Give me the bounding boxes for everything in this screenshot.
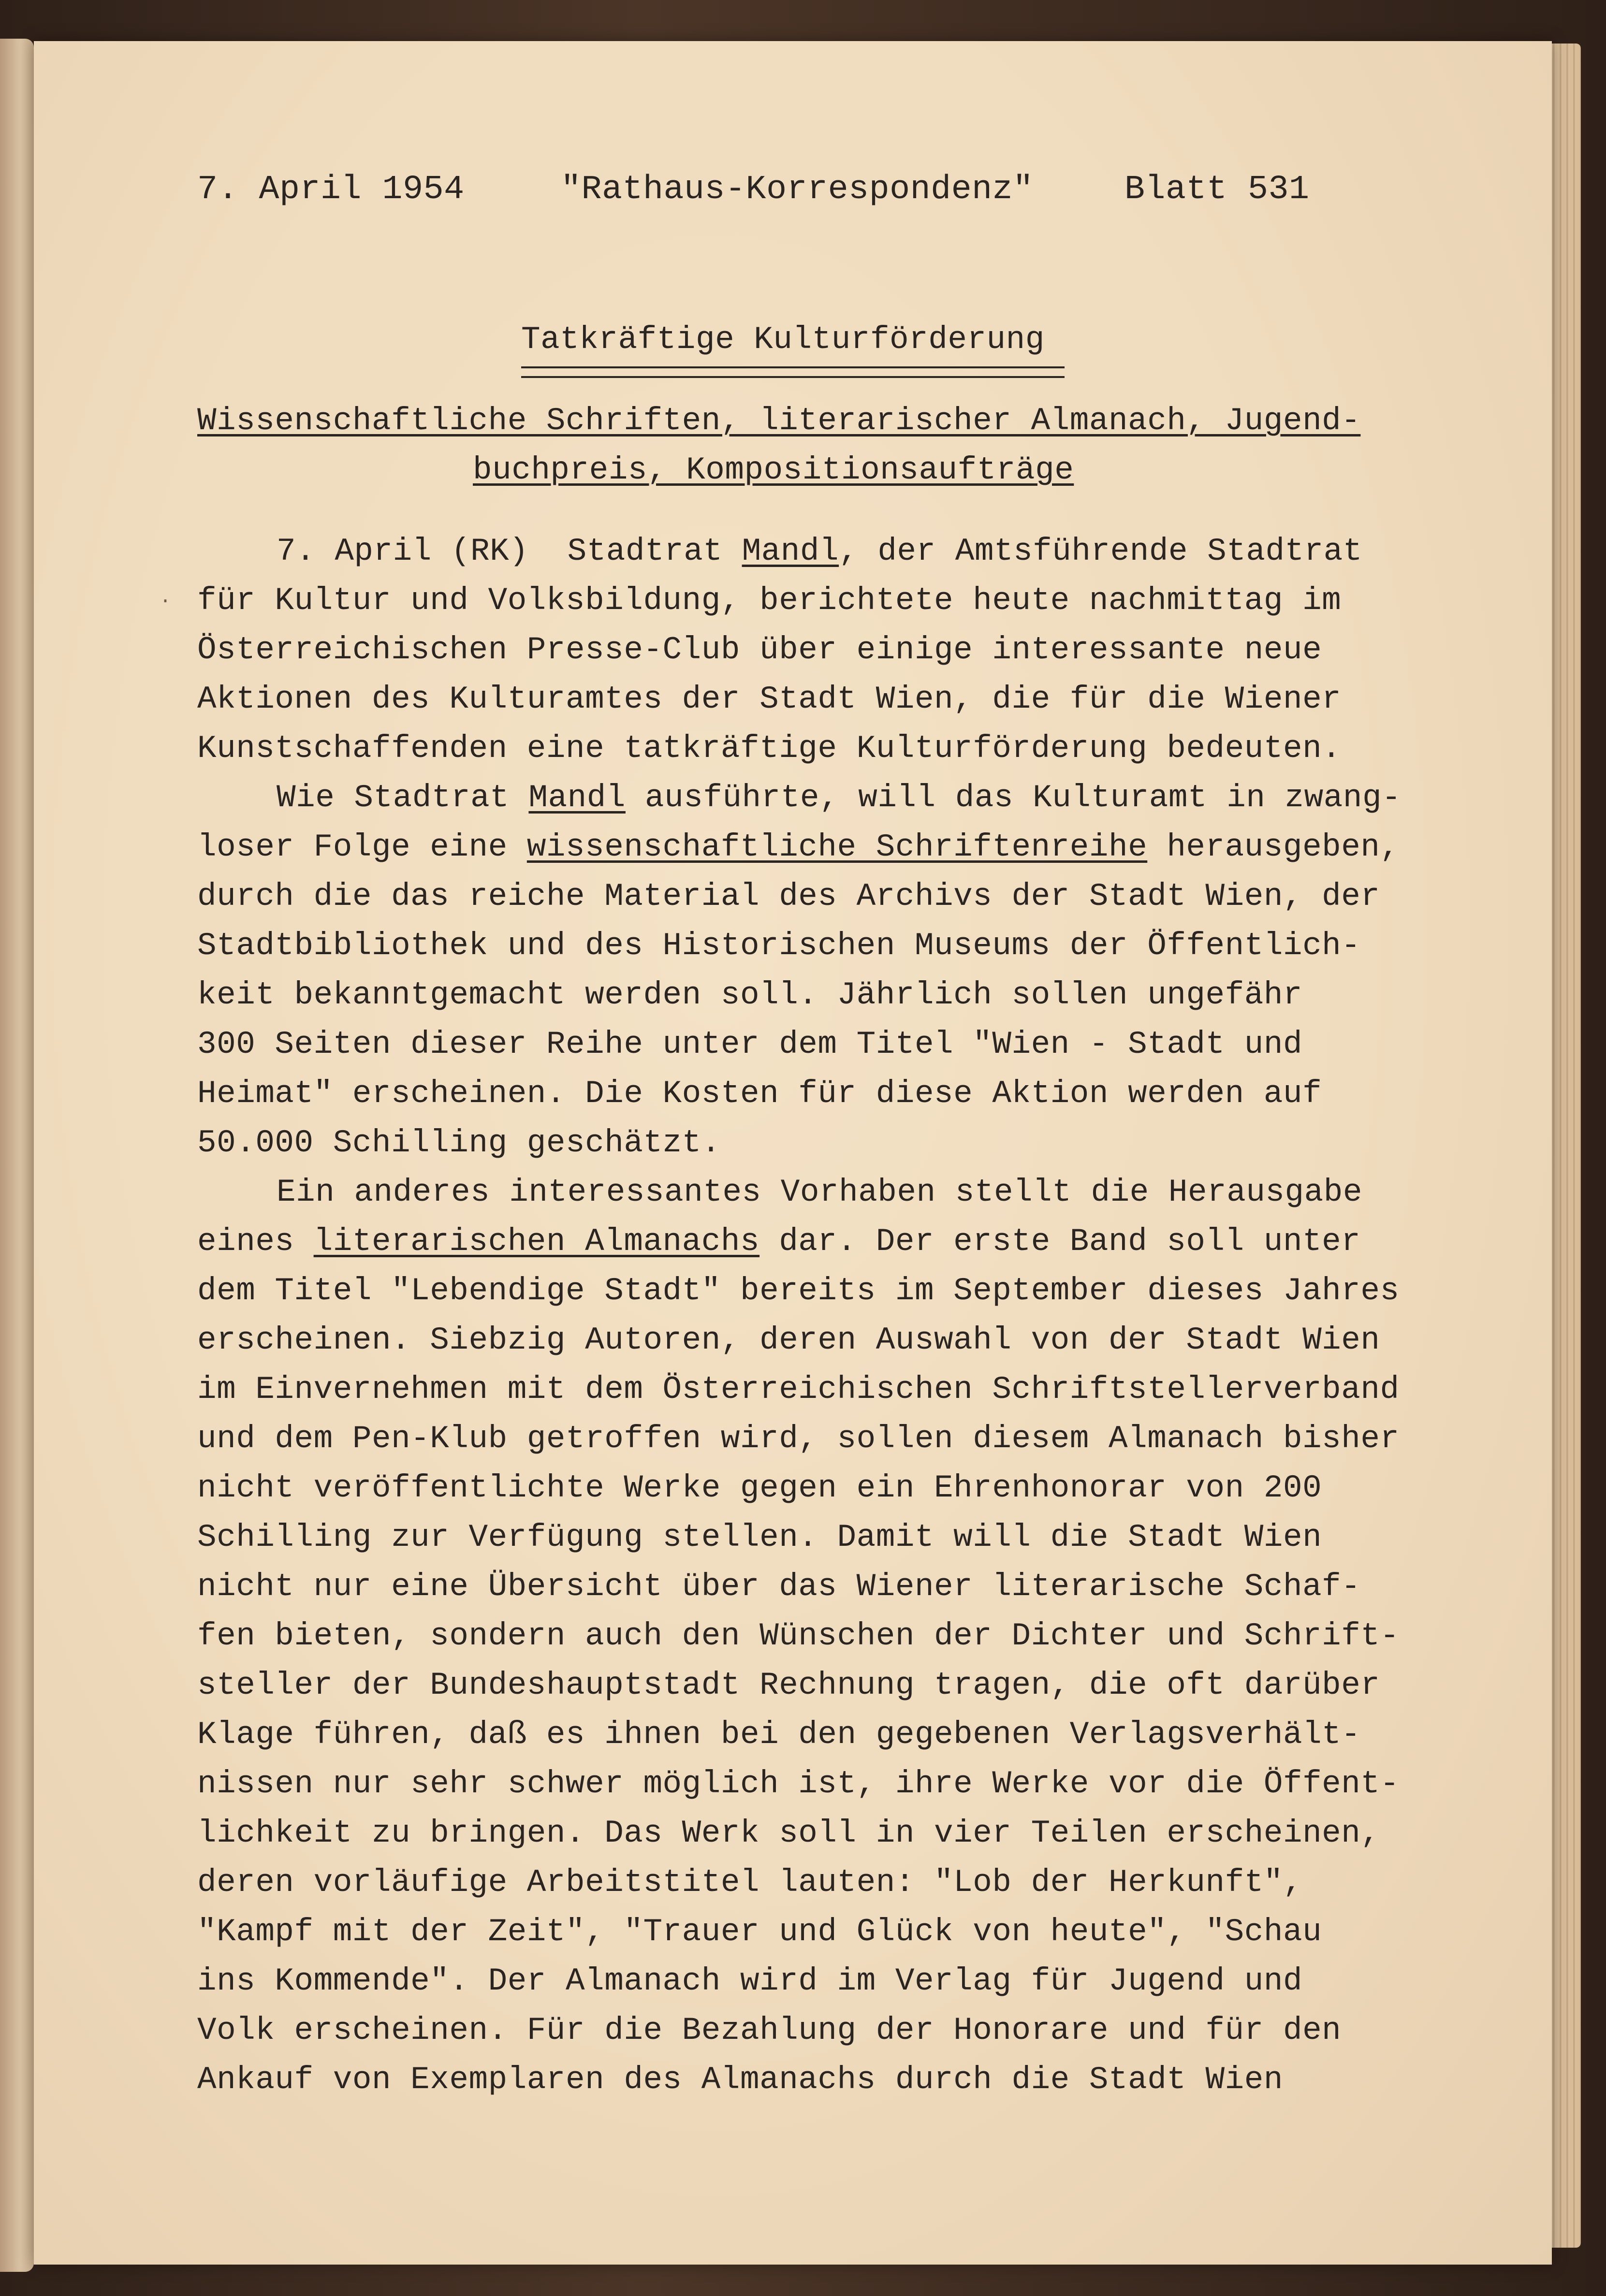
body-line: "Kampf mit der Zeit", "Trauer und Glück von heute", "Schau bbox=[197, 1914, 1322, 1950]
article-title: Tatkräftige Kulturförderung bbox=[521, 321, 1045, 358]
body-line: Schilling zur Verfügung stellen. Damit will die Stadt Wien bbox=[197, 1519, 1322, 1555]
body-line: und dem Pen-Klub getroffen wird, sollen diesem Almanach bisher bbox=[197, 1421, 1400, 1457]
body-line: Österreichischen Presse-Club über einige interessante neue bbox=[197, 632, 1322, 668]
body-line: Volk erscheinen. Für die Bezahlung der Honorare und für den bbox=[197, 2012, 1342, 2049]
body-line: nicht veröffentlichte Werke gegen ein Ehrenhonorar von 200 bbox=[197, 1470, 1322, 1506]
body-line: Kunstschaffenden eine tatkräftige Kulturförderung bedeuten. bbox=[197, 730, 1342, 767]
header-date: 7. April 1954 bbox=[197, 171, 465, 209]
body-line: Wie Stadtrat Mandl ausführte, will das Kulturamt in zwang- bbox=[277, 780, 1402, 816]
body-line: lichkeit zu bringen. Das Werk soll in vier Teilen erscheinen, bbox=[197, 1815, 1380, 1851]
body-line: im Einvernehmen mit dem Österreichischen Schriftstellerverband bbox=[197, 1371, 1400, 1408]
margin-dot: · bbox=[160, 591, 172, 612]
body-line: nicht nur eine Übersicht über das Wiener literarische Schaf- bbox=[197, 1569, 1361, 1605]
body-line: Heimat" erscheinen. Die Kosten für diese Aktion werden auf bbox=[197, 1075, 1322, 1112]
body-line: Klage führen, daß es ihnen bei den gegebenen Verlagsverhält- bbox=[197, 1716, 1361, 1753]
previous-page-edge bbox=[0, 39, 34, 2272]
body-line: dem Titel "Lebendige Stadt" bereits im September dieses Jahres bbox=[197, 1273, 1400, 1309]
body-line: keit bekanntgemacht werden soll. Jährlich sollen ungefähr bbox=[197, 977, 1303, 1013]
body-line: Stadtbibliothek und des Historischen Museums der Öffentlich- bbox=[197, 928, 1361, 964]
emphasis-almanach: literarischen Almanachs bbox=[313, 1223, 760, 1260]
body-line: Ankauf von Exemplaren des Almanachs durch die Stadt Wien bbox=[197, 2062, 1283, 2098]
header-publication: "Rathaus-Korrespondenz" bbox=[561, 171, 1034, 209]
name-mandl: Mandl bbox=[528, 780, 626, 816]
body-line: steller der Bundeshauptstadt Rechnung tragen, die oft darüber bbox=[197, 1667, 1380, 1703]
body-line: deren vorläufige Arbeitstitel lauten: "Lob der Herkunft", bbox=[197, 1864, 1303, 1901]
body-line: nissen nur sehr schwer möglich ist, ihre Werke vor die Öffent- bbox=[197, 1766, 1400, 1802]
subtitle-line-1: Wissenschaftliche Schriften, literarischer Almanach, Jugend- bbox=[197, 403, 1361, 439]
header-sheet: Blatt 531 bbox=[1124, 171, 1310, 209]
body-line: für Kultur und Volksbildung, berichtete heute nachmittag im bbox=[197, 582, 1342, 619]
body-line: fen bieten, sondern auch den Wünschen der Dichter und Schrift- bbox=[197, 1618, 1400, 1654]
body-line: Ein anderes interessantes Vorhaben stellt die Herausgabe bbox=[277, 1174, 1362, 1210]
body-line: durch die das reiche Material des Archivs der Stadt Wien, der bbox=[197, 878, 1380, 915]
body-line: Aktionen des Kulturamtes der Stadt Wien, die für die Wiener bbox=[197, 681, 1342, 717]
body-line: ins Kommende". Der Almanach wird im Verlag für Jugend und bbox=[197, 1963, 1303, 1999]
body-line: 300 Seiten dieser Reihe unter dem Titel "Wien - Stadt und bbox=[197, 1026, 1303, 1062]
body-line: eines literarischen Almanachs dar. Der erste Band soll unter bbox=[197, 1223, 1361, 1260]
body-line: loser Folge eine wissenschaftliche Schriftenreihe herausgeben, bbox=[197, 829, 1400, 865]
title-double-rule bbox=[521, 366, 1065, 378]
body-line: erscheinen. Siebzig Autoren, deren Auswahl von der Stadt Wien bbox=[197, 1322, 1380, 1358]
body-line: 7. April (RK) Stadtrat Mandl, der Amtsführende Stadtrat bbox=[277, 533, 1362, 569]
subtitle-line-2: buchpreis, Kompositionsaufträge bbox=[473, 452, 1074, 488]
emphasis-schriftenreihe: wissenschaftliche Schriftenreihe bbox=[526, 829, 1148, 865]
name-mandl: Mandl bbox=[742, 533, 839, 569]
body-line: 50.000 Schilling geschätzt. bbox=[197, 1125, 721, 1161]
